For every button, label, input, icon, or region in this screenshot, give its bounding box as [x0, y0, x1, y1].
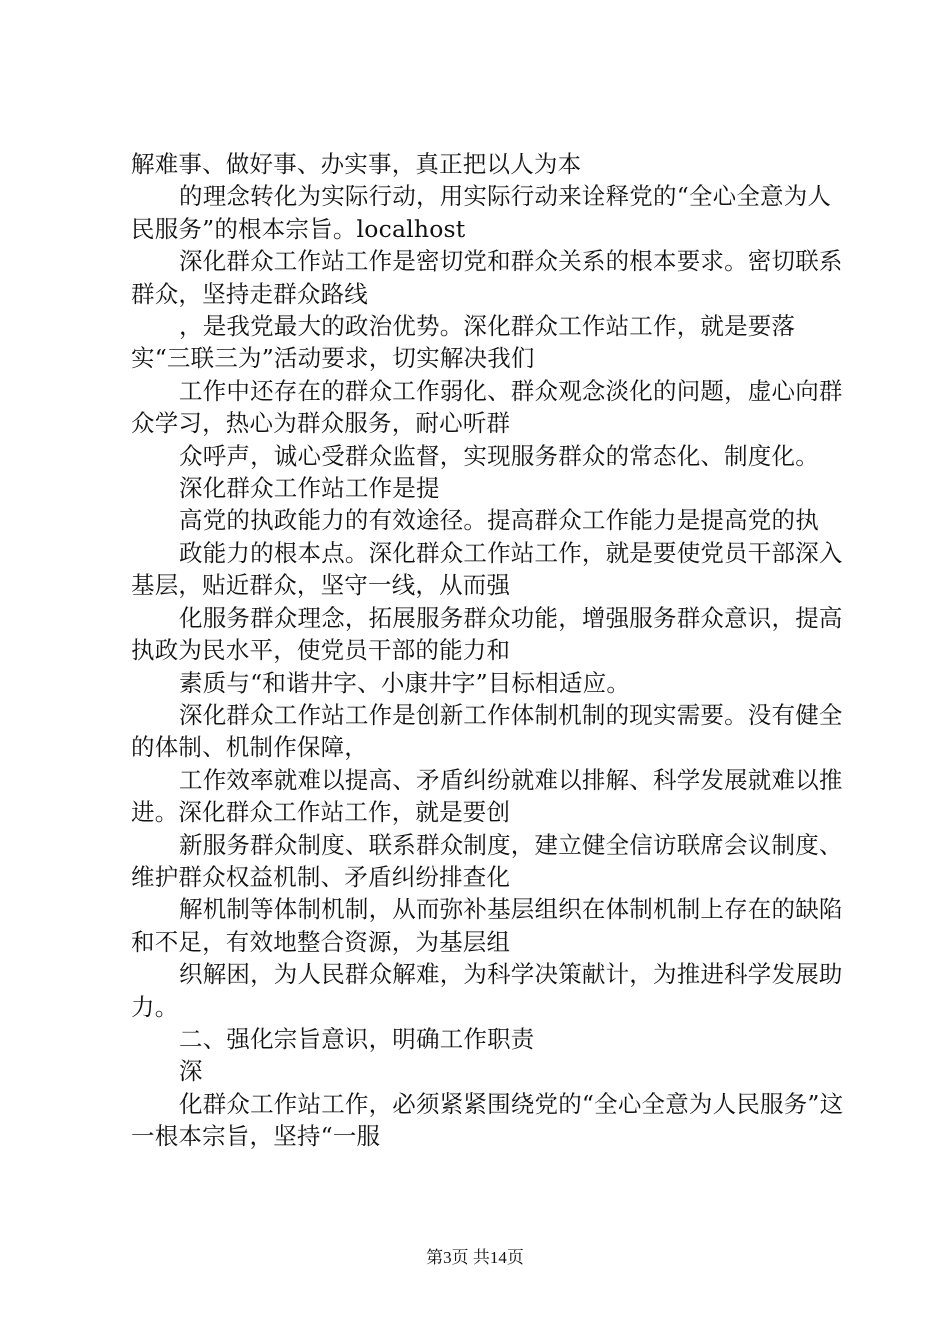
paragraph-line: ，是我党最大的政治优势。深化群众工作站工作，就是要落实“三联三为”活动要求，切实解决我们 [131, 312, 796, 373]
section-heading: 二、强化宗旨意识，明确工作职责 [179, 1024, 535, 1053]
page-number-footer: 第3页 共14页 [426, 1248, 524, 1267]
paragraph-line: 解难事、做好事、办实事，真正把以人为本 [131, 150, 582, 178]
paragraph-line: 工作中还存在的群众工作弱化、群众观念淡化的问题，虚心向群众学习，热心为群众服务，耐心听群 [131, 376, 843, 438]
paragraph-line: 深化群众工作站工作是提 [179, 474, 440, 503]
paragraph-line: 政能力的根本点。深化群众工作站工作，就是要使党员干部深入基层，贴近群众，坚守一线，从而强 [131, 538, 843, 600]
paragraph-line: 深化群众工作站工作是密切党和群众关系的根本要求。密切联系群众，坚持走群众路线 [131, 247, 843, 308]
paragraph-line: 高党的执政能力的有效途径。提高群众工作能力是提高党的执 [179, 506, 819, 535]
paragraph-line: 化服务群众理念，拓展服务群众功能，增强服务群众意识，提高执政为民水平，使党员干部的能力和 [131, 603, 843, 665]
paragraph-line: 化群众工作站工作，必须紧紧围绕党的“全心全意为人民服务”这一根本宗旨，坚持“一服 [131, 1089, 844, 1151]
paragraph-line: 解机制等体制机制，从而弥补基层组织在体制机制上存在的缺陷和不足，有效地整合资源，为基层组 [131, 895, 843, 956]
paragraph-line: 工作效率就难以提高、矛盾纠纷就难以排解、科学发展就难以推进。深化群众工作站工作，就是要创 [131, 765, 843, 827]
paragraph-line: 织解困，为人民群众解难，为科学决策献计，为推进科学发展助力。 [131, 960, 843, 1021]
paragraph-line: 深 [179, 1057, 203, 1086]
paragraph-line: 素质与“和谐井字、小康井字”目标相适应。 [179, 668, 631, 697]
paragraph-line: 的理念转化为实际行动，用实际行动来诠释党的“全心全意为人民服务”的根本宗旨。localhost [131, 182, 832, 243]
paragraph-line: 众呼声，诚心受群众监督，实现服务群众的常态化、制度化。 [179, 441, 819, 470]
document-body [131, 148, 851, 1153]
paragraph-line: 新服务群众制度、联系群众制度，建立健全信访联席会议制度、维护群众权益机制、矛盾纠纷排查化 [131, 830, 843, 891]
paragraph-line: 深化群众工作站工作是创新工作体制机制的现实需要。没有健全的体制、机制作保障， [131, 700, 843, 762]
